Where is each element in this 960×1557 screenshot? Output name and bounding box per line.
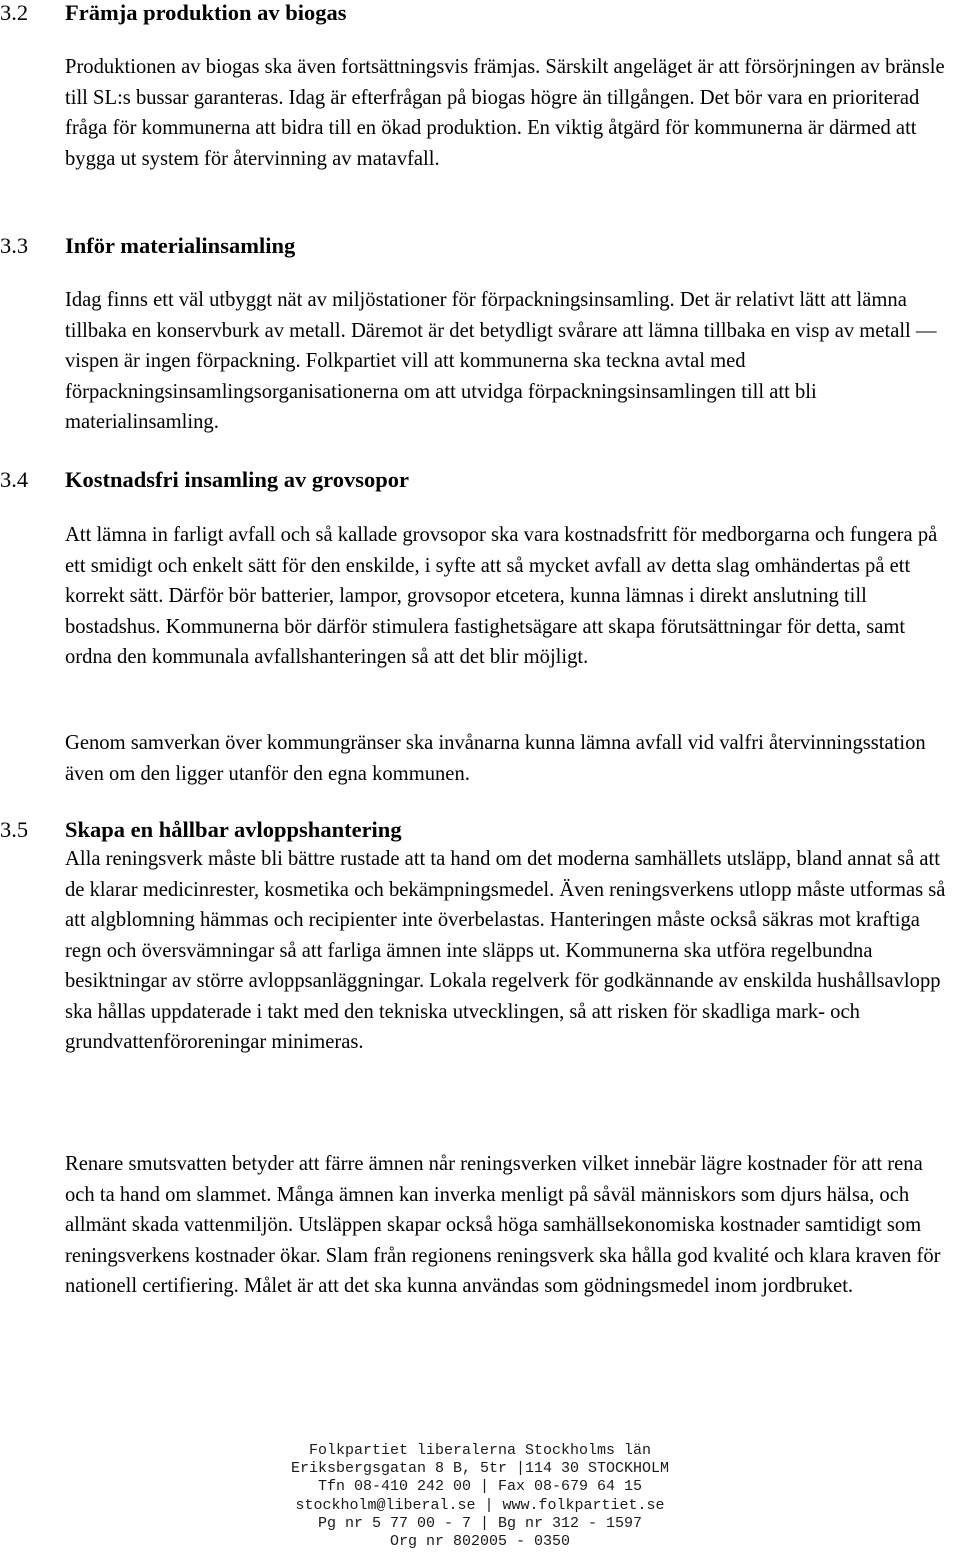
section-title: Kostnadsfri insamling av grovsopor — [65, 467, 410, 492]
page-footer — [0, 1442, 960, 1551]
footer-phone-fax: Tfn 08-410 242 00 | Fax 08-679 64 15 — [317, 1478, 643, 1496]
section-number: 3.2 — [0, 0, 29, 25]
paragraph: Idag finns ett väl utbyggt nät av miljöstationer för förpackningsinsamling. Det är relativt lätt att lämna tillbaka en konservburk av metall. Däremot är det betydligt svårare att lämna tillbaka en visp av metall — vispen är ingen förpackning. Folkpartiet vill att kommunerna ska teckna avtal med förpackningsinsamlingsorganisationerna om att utvidga förpackningsinsamlingen till att bli materialinsamling. — [65, 289, 937, 433]
section-number: 3.5 — [0, 817, 29, 842]
footer-address: Eriksbergsgatan 8 B, 5tr |114 30 STOCKHOLM — [290, 1460, 670, 1478]
paragraph: Genom samverkan över kommungränser ska invånarna kunna lämna avfall vid valfri återvinningsstation även om den ligger utanför den egna kommunen. — [65, 732, 926, 785]
section-title: Skapa en hållbar avloppshantering — [65, 817, 402, 842]
section-title: Främja produktion av biogas — [65, 0, 347, 25]
footer-email-web: stockholm@liberal.se | www.folkpartiet.se — [295, 1496, 665, 1514]
section-title: Inför materialinsamling — [65, 233, 296, 258]
footer-org-number: Org nr 802005 - 0350 — [389, 1533, 571, 1551]
paragraph: Att lämna in farligt avfall och så kallade grovsopor ska vara kostnadsfritt för medborgarna och fungera på ett smidigt och enkelt sätt för den enskilde, i syfte att så mycket avfall av detta slag omhändertas på ett korrekt sätt. Därför bör batterier, lampor, grovsopor etcetera, kunna lämnas i direkt anslutning till bostadshus. Kommunerna bör därför stimulera fastighetsägare att skapa förutsättningar för detta, samt ordna den kommunala avfallshanteringen så att det blir möjligt. — [65, 524, 938, 668]
section-number: 3.4 — [0, 467, 29, 492]
paragraph: Renare smutsvatten betyder att färre ämnen når reningsverken vilket innebär lägre kostnader för att rena och ta hand om slammet. Många ämnen kan inverka menligt på såväl människors som djurs hälsa, och allmänt skada vattenmiljön. Utsläppen skapar också höga samhällsekonomiska kostnader samtidigt som reningsverkens kostnader ökar. Slam från regionens reningsverk ska hålla god kvalité och klara kraven för nationell certifiering. Målet är att det ska kunna användas som gödningsmedel inom jordbruket. — [65, 1153, 941, 1297]
footer-organization: Folkpartiet liberalerna Stockholms län — [308, 1442, 652, 1459]
footer-giro: Pg nr 5 77 00 - 7 | Bg nr 312 - 1597 — [317, 1514, 643, 1532]
paragraph: Produktionen av biogas ska även fortsättningsvis främjas. Särskilt angeläget är att försörjningen av bränsle till SL:s bussar garanteras. Idag är efterfrågan på biogas högre än tillgången. Det bör vara en prioriterad fråga för kommunerna att bidra till en ökad produktion. En viktig åtgärd för kommunerna är därmed att bygga ut system för återvinning av matavfall. — [65, 56, 945, 170]
paragraph: Alla reningsverk måste bli bättre rustade att ta hand om det moderna samhällets utsläpp, bland annat så att de klarar medicinrester, kosmetika och bekämpningsmedel. Även reningsverkens utlopp måste utformas så att algblomning hämmas och recipienter inte överbelastas. Hanteringen måste också säkras mot kraftiga regn och översvämningar så att farliga ämnen inte släpps ut. Kommunerna ska utföra regelbundna besiktningar av större avloppsanläggningar. Lokala regelverk för godkännande av enskilda hushållsavlopp ska hållas uppdaterade i takt med den tekniska utvecklingen, så att risken för skadliga mark- och grundvattenföroreningar minimeras. — [65, 848, 946, 1053]
section-number: 3.3 — [0, 233, 29, 258]
